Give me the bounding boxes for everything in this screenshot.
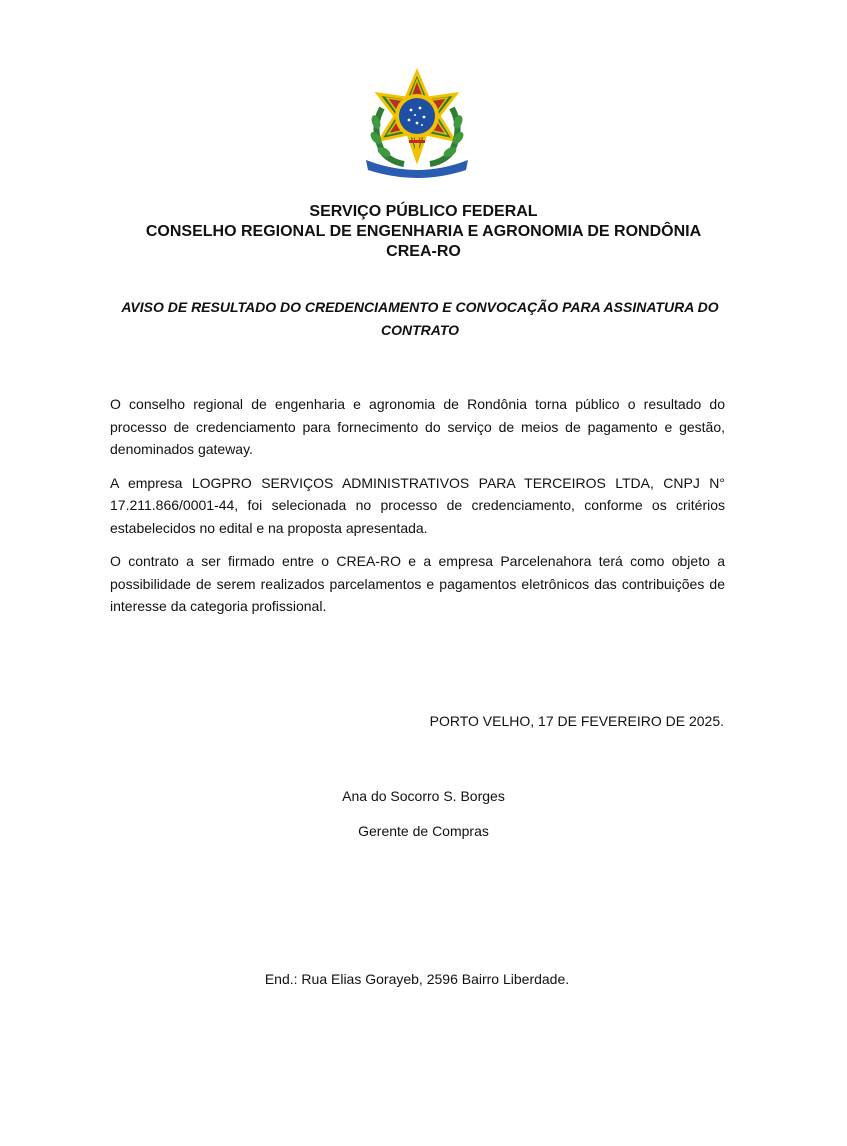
header-block bbox=[0, 202, 847, 262]
notice-title-line-1: AVISO DE RESULTADO DO CREDENCIAMENTO E CONVOCAÇÃO PARA ASSINATURA DO bbox=[121, 299, 719, 315]
notice-title-line-2: CONTRATO bbox=[380, 322, 460, 338]
paragraph-contract-object: O contrato a ser firmado entre o CREA-RO e a empresa Parcelenahora terá como objeto a possibilidade de serem realizados parcelamentos e pagamentos eletrônicos das contribuições de interesse da categoria profissional. bbox=[110, 553, 725, 614]
paragraph-selected-company: A empresa LOGPRO SERVIÇOS ADMINISTRATIVOS PARA TERCEIROS LTDA, CNPJ N° 17.211.866/0001-44, foi selecionada no processo de credenciamento, conforme os critérios estabelecidos no edital e na proposta apresentada. bbox=[110, 474, 725, 536]
notice-body bbox=[110, 393, 725, 629]
place-and-date: PORTO VELHO, 17 DE FEVEREIRO DE 2025. bbox=[429, 713, 724, 729]
header-line-council-name: CONSELHO REGIONAL DE ENGENHARIA E AGRONOMIA DE RONDÔNIA bbox=[145, 223, 702, 240]
signatory-role: Gerente de Compras bbox=[358, 823, 489, 839]
header-line-acronym: CREA-RO bbox=[386, 243, 461, 260]
coat-of-arms-emblem bbox=[362, 68, 472, 180]
notice-title bbox=[120, 296, 720, 342]
blue-globe bbox=[399, 98, 435, 134]
header-line-federal-service: SERVIÇO PÚBLICO FEDERAL bbox=[309, 203, 538, 220]
paragraph-result: O conselho regional de engenharia e agronomia de Rondônia torna público o resultado do processo de credenciamento para fornecimento do serviço de meios de pagamento e gestão, denominados gateway. bbox=[110, 396, 725, 457]
signatory-name: Ana do Socorro S. Borges bbox=[342, 788, 505, 804]
footer-address: End.: Rua Elias Gorayeb, 2596 Bairro Liberdade. bbox=[264, 971, 570, 987]
coat-of-arms-icon bbox=[362, 68, 472, 180]
